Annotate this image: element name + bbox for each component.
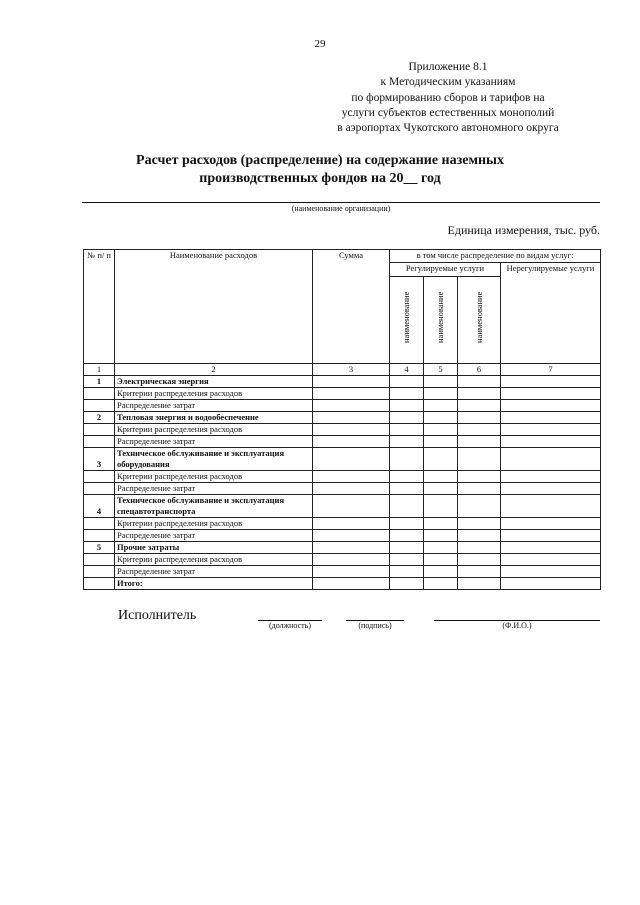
table-row <box>84 436 601 448</box>
value-cell[interactable] <box>501 412 601 424</box>
table-row <box>84 483 601 495</box>
row-number <box>84 400 115 412</box>
row-name: Техническое обслуживание и эксплуатация оборудования <box>115 448 313 471</box>
value-cell[interactable] <box>501 424 601 436</box>
value-cell[interactable] <box>424 554 458 566</box>
col-number: 3 <box>313 364 390 376</box>
row-name: Критерии распределения расходов <box>115 518 313 530</box>
row-name: Распределение затрат <box>115 566 313 578</box>
row-number <box>84 566 115 578</box>
table-row <box>84 400 601 412</box>
value-cell[interactable] <box>313 483 390 495</box>
value-cell[interactable] <box>390 471 424 483</box>
value-cell[interactable] <box>313 542 390 554</box>
value-cell[interactable] <box>424 424 458 436</box>
value-cell[interactable] <box>458 566 501 578</box>
row-number: 2 <box>84 412 115 424</box>
row-number <box>84 483 115 495</box>
table-row <box>84 495 601 518</box>
header-sub-3 <box>458 277 501 364</box>
table-row <box>84 530 601 542</box>
value-cell[interactable] <box>390 400 424 412</box>
appendix-line: услуги субъектов естественных монополий <box>341 106 555 119</box>
fio-field[interactable]: (Ф.И.О.) <box>434 620 600 630</box>
table-row <box>84 518 601 530</box>
value-cell[interactable] <box>313 436 390 448</box>
value-cell[interactable] <box>390 388 424 400</box>
value-cell[interactable] <box>424 412 458 424</box>
row-name: Тепловая энергия и водообеспечение <box>115 412 313 424</box>
row-name: Критерии распределения расходов <box>115 471 313 483</box>
row-name: Прочие затраты <box>115 542 313 554</box>
value-cell[interactable] <box>390 566 424 578</box>
value-cell[interactable] <box>501 578 601 590</box>
value-cell[interactable] <box>458 495 501 518</box>
header-name: Наименование расходов <box>115 250 313 364</box>
row-name: Критерии распределения расходов <box>115 424 313 436</box>
row-number <box>84 471 115 483</box>
row-number: 3 <box>84 448 115 471</box>
table-body <box>84 376 601 590</box>
appendix-line: к Методическим указаниям <box>380 76 516 89</box>
value-cell[interactable] <box>390 578 424 590</box>
unit-of-measure: Единица измерения, тыс. руб. <box>447 223 600 237</box>
header-regulated: Регулируемые услуги <box>390 263 501 277</box>
col-number: 7 <box>501 364 601 376</box>
value-cell[interactable] <box>501 495 601 518</box>
document-title <box>80 152 560 188</box>
row-number <box>84 388 115 400</box>
value-cell[interactable] <box>501 566 601 578</box>
value-cell[interactable] <box>458 424 501 436</box>
signature-field[interactable]: (подпись) <box>346 620 404 630</box>
value-cell[interactable] <box>458 412 501 424</box>
title-line-2: производственных фондов на 20__ год <box>199 171 441 186</box>
col-number: 5 <box>424 364 458 376</box>
appendix-header <box>298 60 598 136</box>
header-num: № п/ п <box>84 250 115 364</box>
row-number: 5 <box>84 542 115 554</box>
value-cell[interactable] <box>501 554 601 566</box>
row-number <box>84 530 115 542</box>
row-name: Критерии распределения расходов <box>115 388 313 400</box>
value-cell[interactable] <box>313 578 390 590</box>
value-cell[interactable] <box>424 542 458 554</box>
value-cell[interactable] <box>313 554 390 566</box>
row-number <box>84 578 115 590</box>
value-cell[interactable] <box>458 483 501 495</box>
value-cell[interactable] <box>458 436 501 448</box>
value-cell[interactable] <box>424 376 458 388</box>
header-sum: Сумма <box>313 250 390 364</box>
appendix-line: по формированию сборов и тарифов на <box>351 91 545 104</box>
value-cell[interactable] <box>501 518 601 530</box>
value-cell[interactable] <box>458 388 501 400</box>
table-row <box>84 471 601 483</box>
value-cell[interactable] <box>313 388 390 400</box>
sub-3-label: наименование <box>473 291 484 343</box>
value-cell[interactable] <box>501 436 601 448</box>
value-cell[interactable] <box>390 554 424 566</box>
row-name: Распределение затрат <box>115 530 313 542</box>
table-row <box>84 388 601 400</box>
column-numbers-row <box>84 364 601 376</box>
row-name: Распределение затрат <box>115 400 313 412</box>
value-cell[interactable] <box>313 400 390 412</box>
value-cell[interactable] <box>390 448 424 471</box>
value-cell[interactable] <box>458 542 501 554</box>
row-number: 4 <box>84 495 115 518</box>
row-name: Итого: <box>115 578 313 590</box>
value-cell[interactable] <box>424 448 458 471</box>
value-cell[interactable] <box>501 388 601 400</box>
value-cell[interactable] <box>501 376 601 388</box>
position-field[interactable]: (должность) <box>258 620 322 630</box>
value-cell[interactable] <box>424 436 458 448</box>
value-cell[interactable] <box>313 412 390 424</box>
organization-caption: (наименование организации) <box>291 204 391 213</box>
value-cell[interactable] <box>458 578 501 590</box>
header-unregulated: Нерегулируемые услуги <box>501 263 601 364</box>
expense-table <box>83 249 601 590</box>
header-sub-1 <box>390 277 424 364</box>
value-cell[interactable] <box>424 388 458 400</box>
value-cell[interactable] <box>424 471 458 483</box>
row-number: 1 <box>84 376 115 388</box>
value-cell[interactable] <box>390 424 424 436</box>
col-number: 1 <box>84 364 115 376</box>
value-cell[interactable] <box>424 566 458 578</box>
value-cell[interactable] <box>390 518 424 530</box>
table-row <box>84 448 601 471</box>
appendix-line: в аэропортах Чукотского автономного округа <box>337 122 559 135</box>
value-cell[interactable] <box>424 495 458 518</box>
table-row <box>84 376 601 388</box>
value-cell[interactable] <box>424 400 458 412</box>
row-name: Критерии распределения расходов <box>115 554 313 566</box>
appendix-line: Приложение 8.1 <box>408 61 488 73</box>
executor-label: Исполнитель <box>118 608 197 623</box>
value-cell[interactable] <box>390 376 424 388</box>
row-number <box>84 518 115 530</box>
value-cell[interactable] <box>313 518 390 530</box>
value-cell[interactable] <box>390 412 424 424</box>
value-cell[interactable] <box>458 471 501 483</box>
row-name: Распределение затрат <box>115 436 313 448</box>
value-cell[interactable] <box>313 530 390 542</box>
row-number <box>84 436 115 448</box>
col-number: 2 <box>115 364 313 376</box>
col-number: 4 <box>390 364 424 376</box>
row-number <box>84 554 115 566</box>
sub-2-label: наименование <box>435 291 445 343</box>
page-number: 29 <box>314 38 326 50</box>
value-cell[interactable] <box>501 400 601 412</box>
value-cell[interactable] <box>313 495 390 518</box>
table-row <box>84 554 601 566</box>
header-including: в том числе распределение по видам услуг: <box>390 250 601 263</box>
row-number <box>84 424 115 436</box>
table-row <box>84 412 601 424</box>
value-cell[interactable] <box>501 448 601 471</box>
value-cell[interactable] <box>501 542 601 554</box>
value-cell[interactable] <box>390 530 424 542</box>
value-cell[interactable] <box>501 471 601 483</box>
value-cell[interactable] <box>313 424 390 436</box>
row-name: Распределение затрат <box>115 483 313 495</box>
value-cell[interactable] <box>313 566 390 578</box>
value-cell[interactable] <box>458 554 501 566</box>
value-cell[interactable] <box>390 495 424 518</box>
table-row <box>84 566 601 578</box>
sub-1-label: наименование <box>401 291 411 343</box>
value-cell[interactable] <box>313 376 390 388</box>
row-name: Техническое обслуживание и эксплуатация спецавтотранспорта <box>115 495 313 518</box>
value-cell[interactable] <box>458 400 501 412</box>
table-row <box>84 542 601 554</box>
value-cell[interactable] <box>424 578 458 590</box>
value-cell[interactable] <box>458 530 501 542</box>
value-cell[interactable] <box>501 530 601 542</box>
table-row <box>84 424 601 436</box>
title-line-1: Расчет расходов (распределение) на содержание наземных <box>136 153 504 168</box>
row-name: Электрическая энергия <box>115 376 313 388</box>
value-cell[interactable] <box>458 518 501 530</box>
value-cell[interactable] <box>390 483 424 495</box>
value-cell[interactable] <box>424 518 458 530</box>
value-cell[interactable] <box>313 471 390 483</box>
col-number: 6 <box>458 364 501 376</box>
value-cell[interactable] <box>458 376 501 388</box>
value-cell[interactable] <box>458 448 501 471</box>
value-cell[interactable] <box>390 436 424 448</box>
value-cell[interactable] <box>313 448 390 471</box>
value-cell[interactable] <box>424 530 458 542</box>
value-cell[interactable] <box>390 542 424 554</box>
header-sub-2 <box>424 277 458 364</box>
value-cell[interactable] <box>501 483 601 495</box>
organization-name-line[interactable] <box>82 202 600 203</box>
value-cell[interactable] <box>424 483 458 495</box>
table-row <box>84 578 601 590</box>
